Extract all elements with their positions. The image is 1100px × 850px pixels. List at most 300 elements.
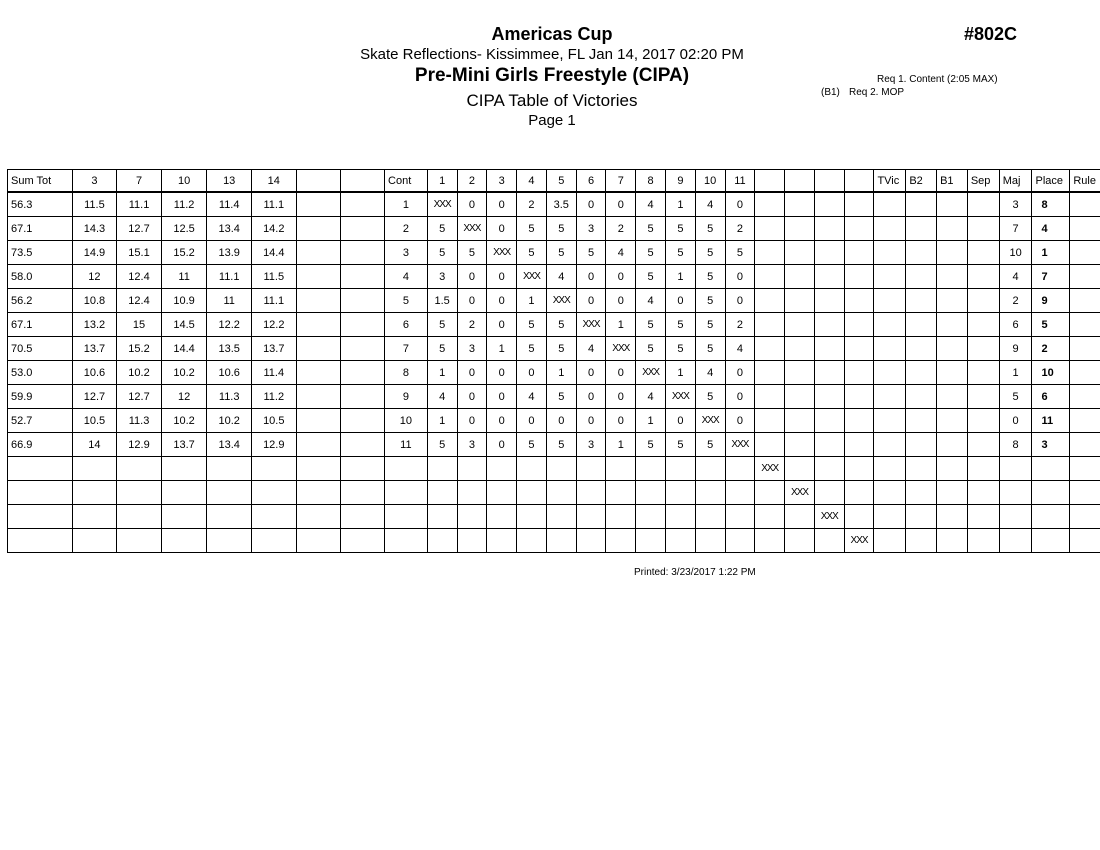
table-cell (844, 289, 874, 313)
table-cell (665, 529, 695, 553)
table-cell (785, 385, 815, 409)
table-cell: 56.2 (8, 289, 73, 313)
table-row (8, 241, 1100, 265)
table-cell (517, 481, 547, 505)
table-cell: 5 (636, 433, 666, 457)
table-cell (207, 529, 252, 553)
column-header: 8 (636, 170, 666, 193)
requirement-1 (849, 74, 998, 85)
requirement-text: Req 1. Content (2:05 MAX) (877, 74, 998, 85)
table-cell: 3.5 (546, 192, 576, 217)
table-cell (340, 192, 384, 217)
table-cell: 4 (636, 385, 666, 409)
table-cell: 5 (546, 337, 576, 361)
table-cell (636, 481, 666, 505)
table-cell: 13.7 (72, 337, 117, 361)
table-cell (874, 457, 906, 481)
table-cell: 12.7 (117, 385, 162, 409)
table-cell (844, 337, 874, 361)
table-cell (844, 457, 874, 481)
table-cell (427, 505, 457, 529)
table-cell (844, 481, 874, 505)
table-cell: 0 (487, 409, 517, 433)
table-cell (755, 337, 785, 361)
table-cell: 58.0 (8, 265, 73, 289)
table-cell (937, 337, 968, 361)
table-cell: 2 (385, 217, 428, 241)
table-cell (546, 481, 576, 505)
table-cell (296, 505, 340, 529)
table-cell: 6 (1032, 385, 1070, 409)
table-cell: 10.5 (72, 409, 117, 433)
table-row (8, 313, 1100, 337)
table-cell: 1 (665, 361, 695, 385)
table-cell: 7 (385, 337, 428, 361)
table-cell: 0 (457, 409, 487, 433)
table-cell (1070, 192, 1100, 217)
table-cell: 7 (1032, 265, 1070, 289)
table-cell: 10.2 (117, 361, 162, 385)
table-cell (546, 529, 576, 553)
table-cell: 5 (576, 241, 606, 265)
table-cell (937, 192, 968, 217)
table-cell: 11.3 (207, 385, 252, 409)
table-cell (576, 529, 606, 553)
table-cell (967, 289, 999, 313)
table-cell (1070, 481, 1100, 505)
table-row (8, 457, 1100, 481)
table-cell: 5 (695, 217, 725, 241)
table-row (8, 505, 1100, 529)
table-cell: 0 (517, 409, 547, 433)
table-cell (487, 457, 517, 481)
table-cell (874, 361, 906, 385)
table-cell (427, 529, 457, 553)
table-cell (755, 241, 785, 265)
table-cell (72, 529, 117, 553)
table-cell (967, 433, 999, 457)
table-cell: 6 (999, 313, 1032, 337)
table-cell: 14 (72, 433, 117, 457)
table-cell (874, 481, 906, 505)
table-row (8, 529, 1100, 553)
table-cell (967, 337, 999, 361)
table-cell: 10 (999, 241, 1032, 265)
table-cell: 10 (385, 409, 428, 433)
table-cell: 5 (517, 241, 547, 265)
table-cell (967, 217, 999, 241)
table-cell (725, 457, 755, 481)
table-cell: 11.4 (207, 192, 252, 217)
table-cell (814, 481, 844, 505)
table-cell (814, 361, 844, 385)
table-cell (517, 505, 547, 529)
table-row (8, 289, 1100, 313)
table-cell: 0 (457, 265, 487, 289)
table-cell (755, 313, 785, 337)
column-header: Rule (1070, 170, 1100, 193)
column-header: 10 (695, 170, 725, 193)
table-cell: 11 (161, 265, 207, 289)
table-cell (340, 313, 384, 337)
table-cell (844, 409, 874, 433)
table-cell: 10.2 (161, 409, 207, 433)
table-cell: 5 (517, 433, 547, 457)
table-cell: 5 (427, 433, 457, 457)
table-cell (906, 481, 937, 505)
table-cell (937, 265, 968, 289)
table-cell: 2 (457, 313, 487, 337)
table-cell (251, 457, 296, 481)
table-cell (296, 361, 340, 385)
table-cell: 5 (665, 241, 695, 265)
table-cell: 10.8 (72, 289, 117, 313)
table-cell (606, 457, 636, 481)
table-cell: 0 (576, 289, 606, 313)
table-cell (967, 409, 999, 433)
table-cell: 0 (606, 409, 636, 433)
table-cell (340, 433, 384, 457)
table-cell (844, 265, 874, 289)
table-cell (576, 457, 606, 481)
table-cell (785, 337, 815, 361)
table-cell (967, 505, 999, 529)
column-header: Sum Tot (8, 170, 73, 193)
table-cell: 14.2 (251, 217, 296, 241)
column-header: 9 (665, 170, 695, 193)
table-cell (1070, 217, 1100, 241)
table-cell (967, 192, 999, 217)
table-cell (636, 457, 666, 481)
table-cell (695, 529, 725, 553)
table-cell: XXX (606, 337, 636, 361)
table-cell (161, 457, 207, 481)
table-cell (296, 241, 340, 265)
table-cell (296, 192, 340, 217)
table-cell (874, 217, 906, 241)
table-cell: 0 (487, 385, 517, 409)
table-cell (340, 241, 384, 265)
table-cell (814, 313, 844, 337)
table-cell (999, 457, 1032, 481)
table-cell: 1 (606, 313, 636, 337)
table-cell: 2 (606, 217, 636, 241)
table-cell: 13.2 (72, 313, 117, 337)
table-cell (1070, 313, 1100, 337)
column-header: 10 (161, 170, 207, 193)
table-cell (906, 409, 937, 433)
table-cell (340, 457, 384, 481)
table-cell: 0 (576, 265, 606, 289)
table-cell (967, 457, 999, 481)
table-cell: 52.7 (8, 409, 73, 433)
table-cell (385, 481, 428, 505)
table-cell (8, 505, 73, 529)
table-cell: 1 (999, 361, 1032, 385)
table-cell: XXX (517, 265, 547, 289)
table-cell (606, 505, 636, 529)
table-cell: 11.1 (117, 192, 162, 217)
table-cell (906, 313, 937, 337)
table-cell (8, 529, 73, 553)
table-cell (487, 529, 517, 553)
table-cell: 5 (665, 337, 695, 361)
table-cell: 5 (427, 217, 457, 241)
table-cell (385, 457, 428, 481)
column-header: 4 (517, 170, 547, 193)
table-cell (161, 505, 207, 529)
column-header: 3 (72, 170, 117, 193)
table-cell (517, 529, 547, 553)
column-header (844, 170, 874, 193)
table-cell (296, 457, 340, 481)
table-cell: XXX (844, 529, 874, 553)
table-cell (340, 337, 384, 361)
table-cell: 15.2 (161, 241, 207, 265)
table-cell (967, 529, 999, 553)
table-row (8, 217, 1100, 241)
table-cell: 2 (517, 192, 547, 217)
table-cell: 8 (385, 361, 428, 385)
column-header (785, 170, 815, 193)
table-cell (785, 529, 815, 553)
table-cell (874, 385, 906, 409)
table-cell: 5 (636, 241, 666, 265)
requirement-2 (821, 87, 904, 98)
table-cell (1070, 409, 1100, 433)
table-cell: XXX (576, 313, 606, 337)
table-cell: 1 (546, 361, 576, 385)
table-cell (296, 217, 340, 241)
table-cell: 0 (665, 409, 695, 433)
column-header (340, 170, 384, 193)
table-cell (725, 505, 755, 529)
table-cell: 5 (517, 217, 547, 241)
table-cell (665, 457, 695, 481)
table-cell (874, 409, 906, 433)
table-cell: 13.9 (207, 241, 252, 265)
requirement-text: Req 2. MOP (849, 87, 905, 98)
table-cell (457, 529, 487, 553)
table-row (8, 481, 1100, 505)
table-cell: 5 (636, 217, 666, 241)
table-cell (906, 505, 937, 529)
table-cell: 0 (576, 385, 606, 409)
table-cell: 0 (606, 265, 636, 289)
table-row (8, 265, 1100, 289)
table-cell: 4 (385, 265, 428, 289)
table-cell (755, 289, 785, 313)
table-cell (117, 529, 162, 553)
table-cell: 5 (636, 265, 666, 289)
table-cell: 70.5 (8, 337, 73, 361)
table-cell: 0 (457, 361, 487, 385)
table-cell (814, 529, 844, 553)
table-cell (874, 289, 906, 313)
table-cell (906, 433, 937, 457)
table-cell (427, 457, 457, 481)
table-cell (755, 409, 785, 433)
table-cell: 0 (576, 361, 606, 385)
table-cell: 14.3 (72, 217, 117, 241)
table-cell (937, 361, 968, 385)
table-cell: 53.0 (8, 361, 73, 385)
table-cell (937, 481, 968, 505)
table-cell: 1 (606, 433, 636, 457)
table-cell: 1 (427, 409, 457, 433)
table-cell: XXX (814, 505, 844, 529)
table-cell (576, 481, 606, 505)
table-header-row (8, 170, 1100, 193)
table-cell (906, 265, 937, 289)
table-cell: 0 (576, 409, 606, 433)
table-cell (385, 529, 428, 553)
table-cell (906, 217, 937, 241)
table-cell: 10.5 (251, 409, 296, 433)
table-cell: 0 (999, 409, 1032, 433)
table-cell: 11.2 (161, 192, 207, 217)
table-cell: 1 (517, 289, 547, 313)
table-cell (874, 313, 906, 337)
table-cell: 5 (999, 385, 1032, 409)
table-row (8, 409, 1100, 433)
table-cell (695, 481, 725, 505)
table-cell: 5 (546, 313, 576, 337)
table-cell: 4 (725, 337, 755, 361)
table-cell (937, 313, 968, 337)
table-cell (161, 529, 207, 553)
table-cell: 14.4 (251, 241, 296, 265)
column-header: Maj (999, 170, 1032, 193)
table-cell (874, 505, 906, 529)
table-cell (937, 217, 968, 241)
table-cell: 14.9 (72, 241, 117, 265)
table-cell (785, 192, 815, 217)
table-cell (937, 241, 968, 265)
column-header: 7 (606, 170, 636, 193)
table-cell (457, 457, 487, 481)
table-cell (967, 385, 999, 409)
table-cell (999, 529, 1032, 553)
table-cell: 1 (636, 409, 666, 433)
table-cell: 10.2 (207, 409, 252, 433)
table-cell: 3 (999, 192, 1032, 217)
table-cell: 0 (725, 289, 755, 313)
table-cell: 5 (695, 433, 725, 457)
table-cell: 1 (1032, 241, 1070, 265)
table-cell (546, 505, 576, 529)
table-cell: 0 (487, 433, 517, 457)
table-cell (340, 385, 384, 409)
table-cell: 9 (385, 385, 428, 409)
table-cell: 15.2 (117, 337, 162, 361)
table-cell (906, 192, 937, 217)
table-cell: 11 (1032, 409, 1070, 433)
table-row (8, 385, 1100, 409)
table-cell (874, 337, 906, 361)
table-cell: 5 (457, 241, 487, 265)
table-cell (906, 457, 937, 481)
table-cell: 5 (385, 289, 428, 313)
table-cell: 4 (999, 265, 1032, 289)
event-name: Pre-Mini Girls Freestyle (CIPA) (414, 65, 690, 86)
table-cell: 1.5 (427, 289, 457, 313)
printed-timestamp: Printed: 3/23/2017 1:22 PM (634, 567, 756, 578)
table-cell: 11.5 (72, 192, 117, 217)
table-cell (755, 529, 785, 553)
table-cell (8, 457, 73, 481)
table-row (8, 433, 1100, 457)
table-cell: 0 (457, 289, 487, 313)
table-cell: 12.4 (117, 265, 162, 289)
table-cell: 5 (636, 337, 666, 361)
table-cell (937, 289, 968, 313)
table-cell: 10.2 (161, 361, 207, 385)
table-cell: 12.9 (251, 433, 296, 457)
table-cell: 11 (385, 433, 428, 457)
table-cell (340, 361, 384, 385)
table-cell: 4 (546, 265, 576, 289)
table-cell (755, 433, 785, 457)
table-cell (785, 361, 815, 385)
table-cell: 5 (546, 241, 576, 265)
table-cell: 5 (695, 385, 725, 409)
table-cell: 14.4 (161, 337, 207, 361)
table-cell (785, 505, 815, 529)
table-cell: 11.1 (251, 192, 296, 217)
table-subtitle: CIPA Table of Victories (466, 91, 638, 110)
table-cell (785, 409, 815, 433)
table-cell (1070, 361, 1100, 385)
table-cell (844, 192, 874, 217)
table-cell: 0 (725, 361, 755, 385)
table-cell (340, 265, 384, 289)
table-cell (967, 265, 999, 289)
table-cell (1070, 289, 1100, 313)
table-cell (755, 217, 785, 241)
table-cell: 4 (517, 385, 547, 409)
table-cell: 0 (457, 385, 487, 409)
table-cell: 11.1 (207, 265, 252, 289)
column-header (296, 170, 340, 193)
table-cell: 11 (207, 289, 252, 313)
table-cell (606, 529, 636, 553)
table-cell: 1 (427, 361, 457, 385)
table-cell: 0 (487, 313, 517, 337)
table-cell: 4 (427, 385, 457, 409)
table-cell: 67.1 (8, 313, 73, 337)
table-cell (1032, 505, 1070, 529)
table-cell: 5 (427, 337, 457, 361)
table-cell: 13.7 (161, 433, 207, 457)
table-cell (665, 481, 695, 505)
table-cell (814, 289, 844, 313)
table-cell: 5 (695, 241, 725, 265)
table-cell: 0 (606, 192, 636, 217)
table-cell: 4 (695, 361, 725, 385)
table-cell (117, 505, 162, 529)
table-cell: 1 (487, 337, 517, 361)
table-cell: 11.3 (117, 409, 162, 433)
table-cell (8, 481, 73, 505)
table-cell (457, 505, 487, 529)
table-cell (755, 192, 785, 217)
table-cell (385, 505, 428, 529)
table-cell: 5 (695, 313, 725, 337)
table-cell (814, 217, 844, 241)
table-cell (999, 505, 1032, 529)
table-cell (340, 409, 384, 433)
